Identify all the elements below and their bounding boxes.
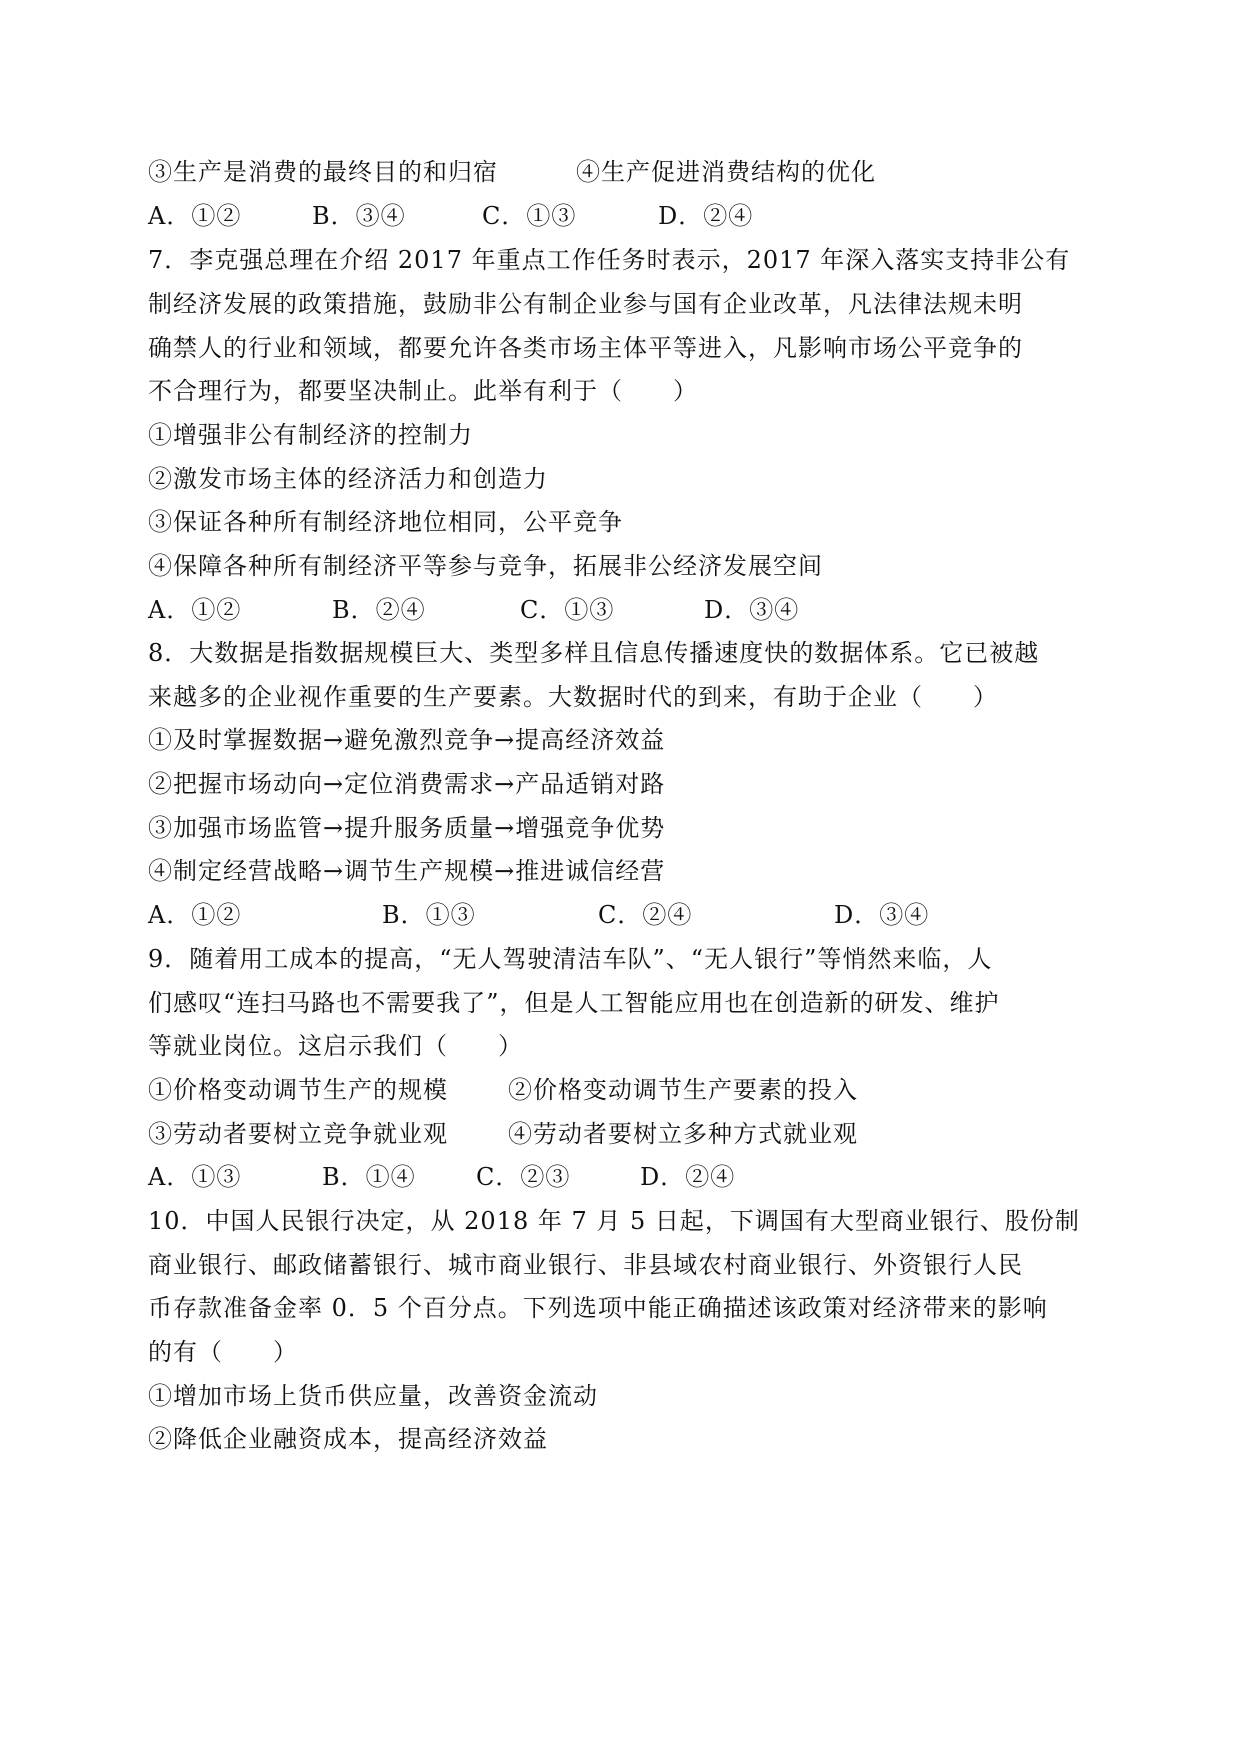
q10-option-1: ①增加市场上货币供应量，改善资金流动 <box>148 1382 598 1410</box>
q10-stem-line-2: 商业银行、邮政储蓄银行、城市商业银行、非县域农村商业银行、外资银行人民 <box>148 1251 1023 1279</box>
q6-choice-c: C．①③ <box>482 202 577 230</box>
q8-choice-c: C．②④ <box>598 901 693 929</box>
q10-option-2: ②降低企业融资成本，提高经济效益 <box>148 1425 548 1453</box>
q6-option-3: ③生产是消费的最终目的和归宿 <box>148 158 498 186</box>
q10-stem-line-1: 10．中国人民银行决定，从 2018 年 7 月 5 日起，下调国有大型商业银行、股份制 <box>148 1207 1080 1235</box>
q9-option-2: ②价格变动调节生产要素的投入 <box>508 1076 858 1104</box>
q7-choice-d: D．③④ <box>704 596 800 624</box>
q6-choice-d: D．②④ <box>658 202 754 230</box>
q8-stem-line-2: 来越多的企业视作重要的生产要素。大数据时代的到来，有助于企业（ ） <box>148 683 998 711</box>
q9-option-1: ①价格变动调节生产的规模 <box>148 1076 448 1104</box>
q8-choice-a: A．①② <box>148 901 242 929</box>
q7-option-3: ③保证各种所有制经济地位相同，公平竞争 <box>148 508 623 536</box>
q7-stem-line-1: 7．李克强总理在介绍 2017 年重点工作任务时表示，2017 年深入落实支持非公有 <box>148 246 1071 274</box>
q7-stem-line-3: 确禁人的行业和领域，都要允许各类市场主体平等进入，凡影响市场公平竞争的 <box>148 334 1023 362</box>
q7-option-4: ④保障各种所有制经济平等参与竞争，拓展非公经济发展空间 <box>148 552 823 580</box>
q9-stem-line-3: 等就业岗位。这启示我们（ ） <box>148 1032 523 1060</box>
q8-option-1: ①及时掌握数据→避免激烈竞争→提高经济效益 <box>148 726 666 754</box>
q7-stem-line-2: 制经济发展的政策措施，鼓励非公有制企业参与国有企业改革，凡法律法规未明 <box>148 290 1023 318</box>
q7-choice-b: B．②④ <box>332 596 426 624</box>
q10-stem-line-4: 的有（ ） <box>148 1338 298 1366</box>
q7-option-2: ②激发市场主体的经济活力和创造力 <box>148 465 548 493</box>
q7-stem-line-4: 不合理行为，都要坚决制止。此举有利于（ ） <box>148 377 698 405</box>
q9-choice-c: C．②③ <box>476 1163 571 1191</box>
q9-stem-line-2: 们感叹“连扫马路也不需要我了”，但是人工智能应用也在创造新的研发、维护 <box>148 989 1000 1017</box>
q8-stem-line-1: 8．大数据是指数据规模巨大、类型多样且信息传播速度快的数据体系。它已被越 <box>148 639 1040 667</box>
q9-choice-d: D．②④ <box>640 1163 736 1191</box>
q9-choice-b: B．①④ <box>322 1163 416 1191</box>
q8-option-2: ②把握市场动向→定位消费需求→产品适销对路 <box>148 770 666 798</box>
q7-choice-a: A．①② <box>148 596 242 624</box>
q10-stem-line-3: 币存款准备金率 0．5 个百分点。下列选项中能正确描述该政策对经济带来的影响 <box>148 1294 1048 1322</box>
q8-option-4: ④制定经营战略→调节生产规模→推进诚信经营 <box>148 857 666 885</box>
q6-choice-b: B．③④ <box>312 202 406 230</box>
q6-option-4: ④生产促进消费结构的优化 <box>576 158 876 186</box>
q9-stem-line-1: 9．随着用工成本的提高，“无人驾驶清洁车队”、“无人银行”等悄然来临，人 <box>148 945 993 973</box>
q9-option-3: ③劳动者要树立竞争就业观 <box>148 1120 448 1148</box>
q6-choice-a: A．①② <box>148 202 242 230</box>
q7-option-1: ①增强非公有制经济的控制力 <box>148 421 473 449</box>
q8-choice-d: D．③④ <box>834 901 930 929</box>
q7-choice-c: C．①③ <box>520 596 615 624</box>
q9-option-4: ④劳动者要树立多种方式就业观 <box>508 1120 858 1148</box>
q9-choice-a: A．①③ <box>148 1163 242 1191</box>
q8-option-3: ③加强市场监管→提升服务质量→增强竞争优势 <box>148 814 666 842</box>
q8-choice-b: B．①③ <box>382 901 476 929</box>
